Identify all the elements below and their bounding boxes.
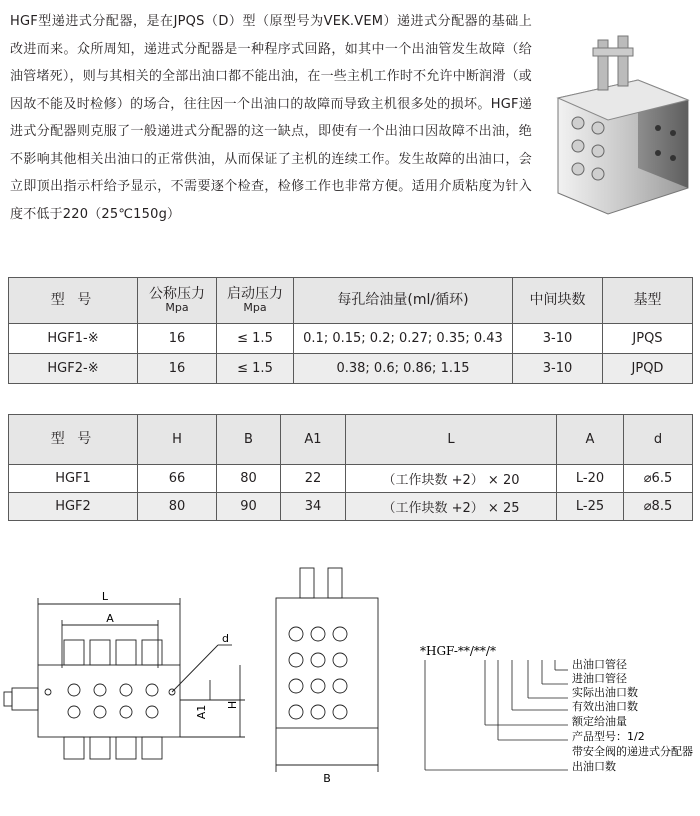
- cell-base: JPQS: [603, 324, 693, 354]
- cell-pressure: 16: [138, 324, 217, 354]
- cell-start: ≤ 1.5: [217, 354, 294, 384]
- dim-A1: A1: [195, 704, 208, 720]
- cell-B: 90: [217, 493, 281, 521]
- legend-outlet-diameter: 出油口管径: [572, 658, 627, 671]
- header-model: 型 号: [9, 278, 138, 324]
- dim-B: B: [323, 772, 331, 785]
- cell-H: 80: [138, 493, 217, 521]
- dim-d: d: [222, 632, 229, 645]
- cell-oil: 0.38; 0.6; 0.86; 1.15: [294, 354, 513, 384]
- cell-A1: 22: [281, 465, 346, 493]
- cell-A: L-20: [557, 465, 624, 493]
- header-A1: A1: [281, 415, 346, 465]
- table-row: [9, 354, 693, 384]
- table-row: [9, 324, 693, 354]
- intro-paragraph: HGF型递进式分配器，是在JPQS（D）型（原型号为VEK.VEM）递进式分配器的基础上改进而来。众所周知，递进式分配器是一种程序式回路，如其中一个出油管发生故障（给油管堵死），则与其相关的全部出油口都不能出油，在一些主机工作时不允许中断润滑（或因故不能及时检修）的场合，往往因一个出油口的故障而导致主机很多处的损坏。HGF递进式分配器则克服了一般递进式分配器的这一缺点，即使有一个出油口因故障不出油，绝不影响其他相关出油口的正常供油，从而保证了主机的连续工作。发生故障的出油口，会立即顶出指示杆给予显示，不需要逐个检查，检修工作也非常方便。适用介质粘度为针入度不低于220（25℃150g）: [10, 14, 532, 222]
- cell-A: L-25: [557, 493, 624, 521]
- cell-pressure: 16: [138, 354, 217, 384]
- table-row: [9, 465, 693, 493]
- spec-table-header: [9, 278, 693, 324]
- legend-outlet-count: 出油口数: [572, 760, 616, 773]
- cell-model: HGF2-※: [9, 354, 138, 384]
- cell-base: JPQD: [603, 354, 693, 384]
- cell-blocks: 3-10: [513, 354, 603, 384]
- distributor-photo: [548, 28, 694, 218]
- legend-rated-oil: 额定给油量: [572, 715, 627, 728]
- cell-blocks: 3-10: [513, 324, 603, 354]
- table-row: [9, 493, 693, 521]
- dimension-table: [8, 414, 693, 521]
- dim-A: A: [106, 612, 114, 625]
- cell-B: 80: [217, 465, 281, 493]
- legend-inlet-diameter: 进油口管径: [572, 672, 627, 685]
- cell-d: ⌀6.5: [624, 465, 693, 493]
- legend-safety-valve: 带安全阀的递进式分配器: [572, 745, 693, 758]
- cell-oil: 0.1; 0.15; 0.2; 0.27; 0.35; 0.43: [294, 324, 513, 354]
- header-H: H: [138, 415, 217, 465]
- cell-model: HGF1: [9, 465, 138, 493]
- cell-start: ≤ 1.5: [217, 324, 294, 354]
- cell-L: （工作块数 +2） × 20: [346, 465, 557, 493]
- spec-table: [8, 277, 693, 384]
- legend-effective-outlets: 有效出油口数: [572, 700, 638, 713]
- header-oil-volume: 每孔给油量(ml/循环): [294, 278, 513, 324]
- cell-model: HGF1-※: [9, 324, 138, 354]
- header-B: B: [217, 415, 281, 465]
- header-blocks: 中间块数: [513, 278, 603, 324]
- header-pressure: 公称压力 Mpa: [138, 278, 217, 324]
- legend-product-model: 产品型号：1/2: [572, 730, 645, 743]
- legend-actual-outlets: 实际出油口数: [572, 686, 638, 699]
- cell-model: HGF2: [9, 493, 138, 521]
- technical-drawing: [0, 540, 700, 816]
- header-model: 型 号: [9, 415, 138, 465]
- dimension-table-header: [9, 415, 693, 465]
- dim-L: L: [101, 590, 109, 603]
- order-code: *HGF-**/**/*: [420, 644, 496, 658]
- header-L: L: [346, 415, 557, 465]
- dim-H: H: [226, 700, 239, 710]
- cell-d: ⌀8.5: [624, 493, 693, 521]
- cell-L: （工作块数 +2） × 25: [346, 493, 557, 521]
- cell-A1: 34: [281, 493, 346, 521]
- header-d: d: [624, 415, 693, 465]
- header-base: 基型: [603, 278, 693, 324]
- header-start-pressure: 启动压力 Mpa: [217, 278, 294, 324]
- cell-H: 66: [138, 465, 217, 493]
- header-A: A: [557, 415, 624, 465]
